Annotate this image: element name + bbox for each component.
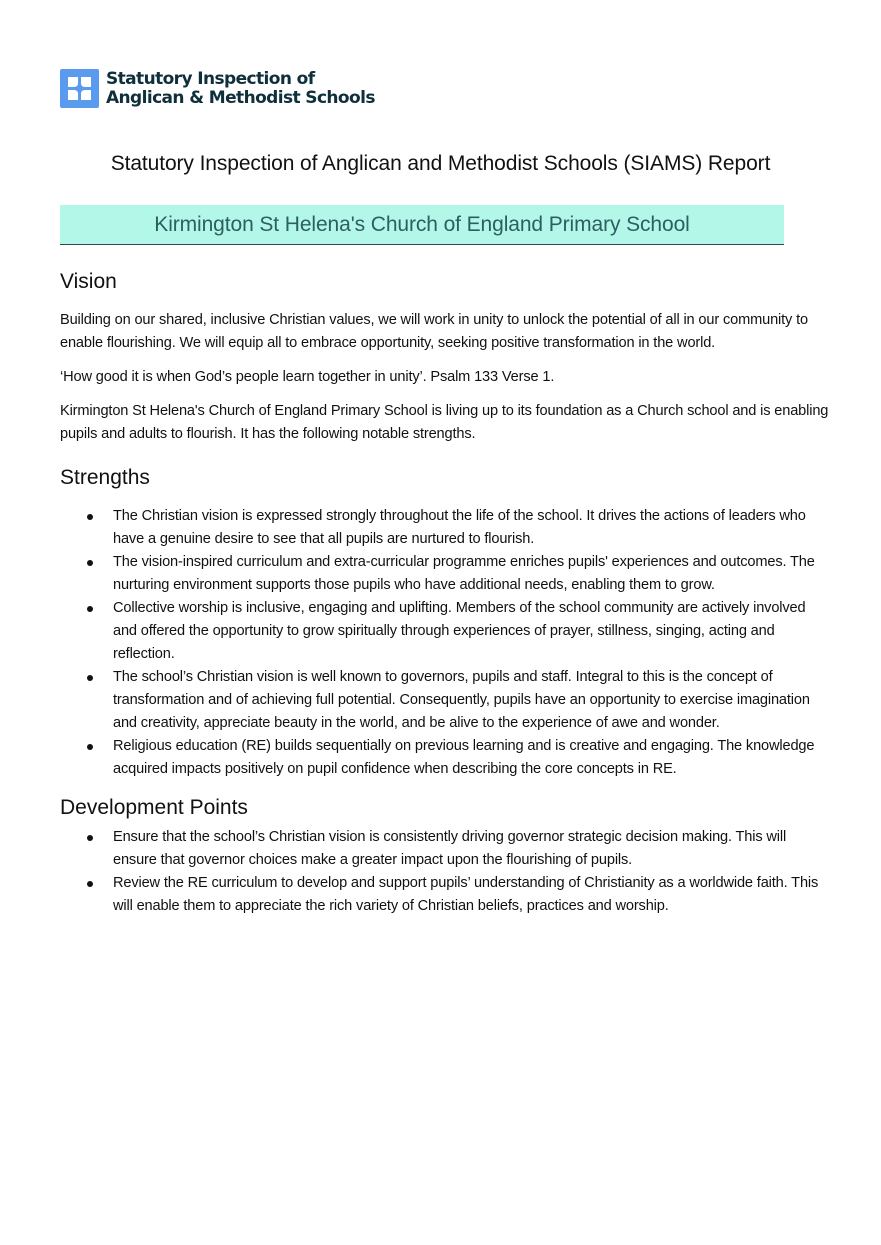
- strength-text: Collective worship is inclusive, engaging and uplifting. Members of the school community are actively involved and offered the opportunity to grow spiritually through experiences of prayer, stillness, singing, acting and reflection.: [113, 600, 806, 662]
- development-point-item: [60, 872, 830, 918]
- strength-text: The vision-inspired curriculum and extra-curricular programme enriches pupils' experiences and outcomes. The nurturing environment supports those pupils who have additional needs, enabling them to grow.: [113, 554, 815, 593]
- strength-text: The Christian vision is expressed strongly throughout the life of the school. It drives the actions of leaders who have a genuine desire to see that all pupils are nurtured to flourish.: [113, 508, 806, 547]
- vision-statement: Building on our shared, inclusive Christian values, we will work in unity to unlock the potential of all in our community to enable flourishing. We will equip all to embrace opportunity, seeking positive transformation in the world.: [60, 312, 808, 351]
- development-point-text: Ensure that the school’s Christian vision is consistently driving governor strategic decision making. This will ensure that governor choices make a greater impact upon the flourishing of pupils.: [113, 829, 787, 868]
- logo-wordmark: [106, 70, 375, 108]
- bullet-icon: [87, 835, 93, 841]
- development-point-item: [60, 826, 830, 872]
- strength-item: [60, 505, 830, 551]
- bullet-icon: [87, 881, 93, 887]
- vision-section: [60, 268, 830, 446]
- development-points-list: [60, 826, 830, 918]
- siams-flower-logo-icon: [60, 69, 99, 108]
- strength-item: [60, 551, 830, 597]
- development-points-section: [60, 794, 830, 918]
- strength-item: [60, 735, 830, 781]
- strength-text: Religious education (RE) builds sequentially on previous learning and is creative and engaging. The knowledge acquired impacts positively on pupil confidence when describing the core concepts in RE.: [113, 738, 815, 777]
- development-points-heading: Development Points: [60, 796, 248, 819]
- logo-line-1: Statutory Inspection of: [106, 68, 315, 89]
- strength-item: [60, 666, 830, 735]
- bullet-icon: [87, 606, 93, 612]
- strengths-heading: Strengths: [60, 466, 150, 489]
- report-title: Statutory Inspection of Anglican and Methodist Schools (SIAMS) Report: [110, 152, 771, 175]
- bullet-icon: [87, 744, 93, 750]
- vision-quote: ‘How good it is when God’s people learn together in unity’. Psalm 133 Verse 1.: [60, 369, 555, 385]
- report-content: [60, 268, 830, 918]
- school-name-banner: [60, 205, 784, 245]
- strengths-section: [60, 464, 830, 781]
- logo-line-2: Anglican & Methodist Schools: [106, 87, 375, 108]
- strengths-list: [60, 505, 830, 781]
- vision-heading: Vision: [60, 270, 117, 293]
- strength-text: The school’s Christian vision is well known to governors, pupils and staff. Integral to this is the concept of transformation and of achieving full potential. Consequently, pupils have an opportunity to exercise imagination and creativity, appreciate beauty in the world, and be alive to the experience of awe and wonder.: [113, 669, 810, 731]
- strength-item: [60, 597, 830, 666]
- development-point-text: Review the RE curriculum to develop and support pupils’ understanding of Christianity as a worldwide faith. This will enable them to appreciate the rich variety of Christian beliefs, practices and worship.: [113, 875, 819, 914]
- school-name: Kirmington St Helena's Church of England Primary School: [154, 213, 690, 236]
- bullet-icon: [87, 560, 93, 566]
- siams-logo: [60, 69, 375, 108]
- bullet-icon: [87, 514, 93, 520]
- bullet-icon: [87, 675, 93, 681]
- vision-summary: Kirmington St Helena's Church of England Primary School is living up to its foundation as a Church school and is enabling pupils and adults to flourish. It has the following notable strengths.: [60, 403, 829, 442]
